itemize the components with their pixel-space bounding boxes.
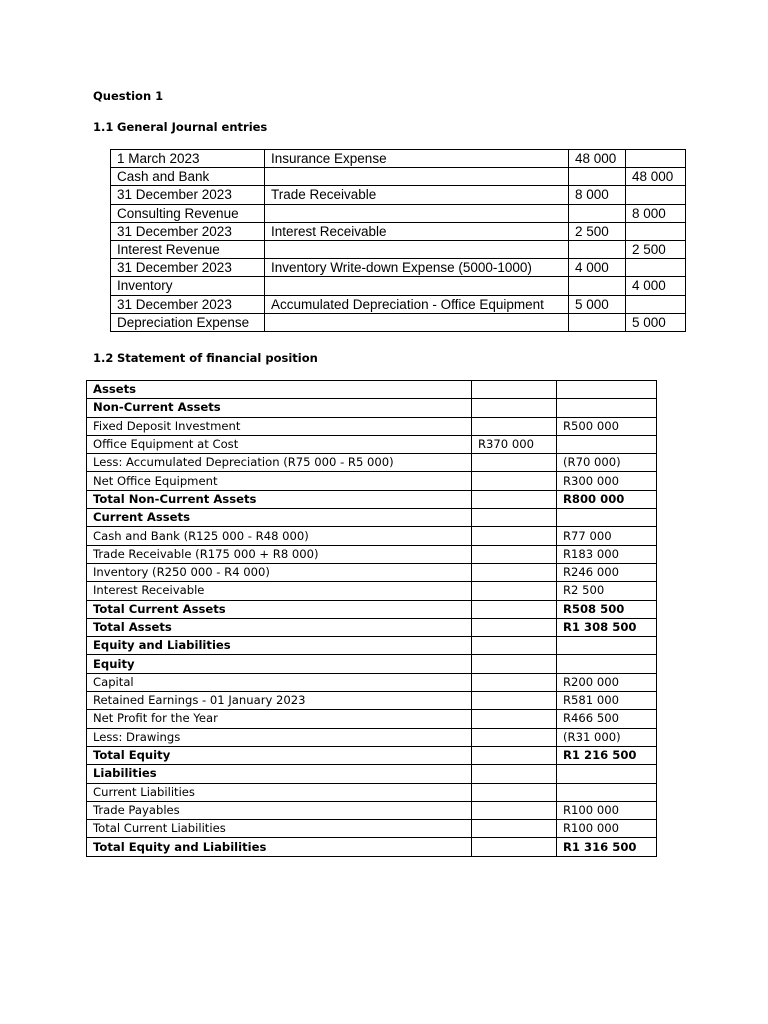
journal-cell-debit: 2 500 — [569, 222, 626, 240]
journal-cell-debit — [569, 240, 626, 258]
journal-row — [111, 313, 686, 331]
statement-row — [87, 545, 657, 563]
statement-cell-subtotal — [472, 820, 557, 838]
journal-cell-account: 31 December 2023 — [111, 295, 265, 313]
journal-cell-description: Accumulated Depreciation - Office Equipment — [265, 295, 569, 313]
statement-cell-amount: R1 216 500 — [557, 746, 657, 764]
statement-cell-subtotal — [472, 655, 557, 673]
statement-row — [87, 746, 657, 764]
statement-cell-amount: R100 000 — [557, 801, 657, 819]
statement-cell-subtotal: R370 000 — [472, 435, 557, 453]
statement-cell-label: Net Profit for the Year — [87, 710, 472, 728]
statement-cell-subtotal — [472, 765, 557, 783]
journal-cell-account: 1 March 2023 — [111, 150, 265, 168]
statement-cell-label: Less: Drawings — [87, 728, 472, 746]
statement-cell-label: Interest Receivable — [87, 582, 472, 600]
statement-cell-subtotal — [472, 472, 557, 490]
statement-row — [87, 673, 657, 691]
statement-row — [87, 454, 657, 472]
journal-cell-credit — [626, 295, 686, 313]
statement-cell-label: Trade Receivable (R175 000 + R8 000) — [87, 545, 472, 563]
statement-row — [87, 728, 657, 746]
statement-row — [87, 765, 657, 783]
section-number: 1.2 — [93, 351, 114, 365]
statement-cell-amount — [557, 509, 657, 527]
journal-row — [111, 222, 686, 240]
statement-cell-subtotal — [472, 692, 557, 710]
journal-row — [111, 259, 686, 277]
statement-row — [87, 472, 657, 490]
journal-row — [111, 295, 686, 313]
statement-cell-subtotal — [472, 600, 557, 618]
journal-cell-credit — [626, 259, 686, 277]
statement-cell-label: Current Liabilities — [87, 783, 472, 801]
statement-cell-amount: R800 000 — [557, 490, 657, 508]
statement-row — [87, 490, 657, 508]
statement-cell-label: Liabilities — [87, 765, 472, 783]
statement-cell-subtotal — [472, 563, 557, 581]
statement-row — [87, 600, 657, 618]
journal-cell-description — [265, 240, 569, 258]
statement-cell-subtotal — [472, 710, 557, 728]
statement-cell-amount: R1 308 500 — [557, 618, 657, 636]
statement-cell-label: Net Office Equipment — [87, 472, 472, 490]
statement-cell-amount: R581 000 — [557, 692, 657, 710]
journal-cell-description — [265, 204, 569, 222]
statement-cell-subtotal — [472, 509, 557, 527]
journal-cell-account: 31 December 2023 — [111, 222, 265, 240]
statement-row — [87, 801, 657, 819]
statement-cell-label: Equity and Liabilities — [87, 637, 472, 655]
statement-cell-label: Trade Payables — [87, 801, 472, 819]
statement-cell-amount: R1 316 500 — [557, 838, 657, 856]
statement-cell-label: Total Current Liabilities — [87, 820, 472, 838]
journal-cell-debit: 48 000 — [569, 150, 626, 168]
journal-row — [111, 277, 686, 295]
statement-cell-amount: R2 500 — [557, 582, 657, 600]
statement-row — [87, 381, 657, 399]
journal-cell-description: Insurance Expense — [265, 150, 569, 168]
statement-cell-subtotal — [472, 381, 557, 399]
statement-cell-subtotal — [472, 801, 557, 819]
statement-cell-subtotal — [472, 545, 557, 563]
journal-cell-description: Trade Receivable — [265, 186, 569, 204]
statement-row — [87, 710, 657, 728]
statement-cell-label: Cash and Bank (R125 000 - R48 000) — [87, 527, 472, 545]
section-heading-journal — [93, 120, 267, 134]
statement-cell-amount — [557, 381, 657, 399]
statement-cell-subtotal — [472, 637, 557, 655]
statement-cell-subtotal — [472, 454, 557, 472]
statement-cell-subtotal — [472, 618, 557, 636]
journal-row — [111, 150, 686, 168]
section-number: 1.1 — [93, 120, 114, 134]
section-heading-sofp — [93, 351, 318, 365]
journal-cell-account: Cash and Bank — [111, 168, 265, 186]
statement-cell-amount: R508 500 — [557, 600, 657, 618]
statement-row — [87, 563, 657, 581]
journal-cell-debit: 4 000 — [569, 259, 626, 277]
statement-cell-label: Total Non-Current Assets — [87, 490, 472, 508]
statement-cell-label: Capital — [87, 673, 472, 691]
statement-cell-label: Office Equipment at Cost — [87, 435, 472, 453]
journal-row — [111, 186, 686, 204]
statement-cell-label: Fixed Deposit Investment — [87, 417, 472, 435]
journal-cell-debit — [569, 277, 626, 295]
statement-row — [87, 655, 657, 673]
journal-cell-account: Interest Revenue — [111, 240, 265, 258]
journal-cell-credit: 5 000 — [626, 313, 686, 331]
statement-cell-label: Current Assets — [87, 509, 472, 527]
section-title: General Journal entries — [117, 120, 268, 134]
statement-cell-label: Total Current Assets — [87, 600, 472, 618]
journal-cell-credit — [626, 150, 686, 168]
question-title: Question 1 — [93, 89, 164, 103]
journal-cell-description: Inventory Write-down Expense (5000-1000) — [265, 259, 569, 277]
statement-row — [87, 417, 657, 435]
statement-row — [87, 509, 657, 527]
journal-cell-credit: 2 500 — [626, 240, 686, 258]
statement-cell-label: Inventory (R250 000 - R4 000) — [87, 563, 472, 581]
journal-cell-description — [265, 313, 569, 331]
statement-cell-label: Total Equity — [87, 746, 472, 764]
journal-cell-credit — [626, 222, 686, 240]
journal-row — [111, 204, 686, 222]
journal-cell-credit: 8 000 — [626, 204, 686, 222]
statement-cell-amount: R100 000 — [557, 820, 657, 838]
statement-cell-amount: R246 000 — [557, 563, 657, 581]
statement-cell-label: Total Assets — [87, 618, 472, 636]
statement-row — [87, 582, 657, 600]
statement-cell-label: Equity — [87, 655, 472, 673]
journal-cell-description: Interest Receivable — [265, 222, 569, 240]
journal-row — [111, 168, 686, 186]
statement-cell-label: Assets — [87, 381, 472, 399]
statement-row — [87, 783, 657, 801]
journal-cell-credit: 4 000 — [626, 277, 686, 295]
journal-row — [111, 240, 686, 258]
journal-cell-debit — [569, 313, 626, 331]
statement-row — [87, 435, 657, 453]
statement-cell-subtotal — [472, 783, 557, 801]
journal-cell-account: Consulting Revenue — [111, 204, 265, 222]
statement-cell-amount — [557, 655, 657, 673]
statement-row — [87, 692, 657, 710]
statement-cell-label: Non-Current Assets — [87, 399, 472, 417]
statement-cell-subtotal — [472, 582, 557, 600]
journal-cell-debit — [569, 168, 626, 186]
journal-cell-account: Inventory — [111, 277, 265, 295]
statement-cell-label: Total Equity and Liabilities — [87, 838, 472, 856]
statement-cell-label: Retained Earnings - 01 January 2023 — [87, 692, 472, 710]
statement-cell-amount: R77 000 — [557, 527, 657, 545]
statement-cell-subtotal — [472, 399, 557, 417]
statement-cell-subtotal — [472, 490, 557, 508]
journal-cell-debit: 8 000 — [569, 186, 626, 204]
statement-cell-amount: R183 000 — [557, 545, 657, 563]
statement-cell-subtotal — [472, 746, 557, 764]
statement-row — [87, 399, 657, 417]
statement-cell-subtotal — [472, 673, 557, 691]
journal-cell-account: 31 December 2023 — [111, 259, 265, 277]
section-title: Statement of financial position — [117, 351, 318, 365]
statement-cell-subtotal — [472, 417, 557, 435]
journal-cell-credit — [626, 186, 686, 204]
statement-cell-amount: R500 000 — [557, 417, 657, 435]
statement-cell-amount — [557, 399, 657, 417]
journal-cell-description — [265, 277, 569, 295]
statement-cell-amount: R466 500 — [557, 710, 657, 728]
statement-cell-amount — [557, 783, 657, 801]
statement-cell-subtotal — [472, 838, 557, 856]
journal-cell-debit: 5 000 — [569, 295, 626, 313]
statement-cell-amount: R200 000 — [557, 673, 657, 691]
statement-cell-amount — [557, 435, 657, 453]
journal-cell-credit: 48 000 — [626, 168, 686, 186]
statement-cell-label: Less: Accumulated Depreciation (R75 000 - R5 000) — [87, 454, 472, 472]
journal-cell-debit — [569, 204, 626, 222]
statement-cell-subtotal — [472, 728, 557, 746]
statement-cell-amount: R300 000 — [557, 472, 657, 490]
journal-cell-account: 31 December 2023 — [111, 186, 265, 204]
statement-cell-amount — [557, 637, 657, 655]
statement-row — [87, 838, 657, 856]
statement-cell-amount: (R31 000) — [557, 728, 657, 746]
journal-table — [110, 149, 686, 332]
statement-cell-subtotal — [472, 527, 557, 545]
statement-row — [87, 637, 657, 655]
statement-row — [87, 820, 657, 838]
statement-row — [87, 527, 657, 545]
journal-cell-description — [265, 168, 569, 186]
statement-cell-amount — [557, 765, 657, 783]
journal-cell-account: Depreciation Expense — [111, 313, 265, 331]
statement-row — [87, 618, 657, 636]
financial-position-table — [86, 380, 657, 857]
statement-cell-amount: (R70 000) — [557, 454, 657, 472]
